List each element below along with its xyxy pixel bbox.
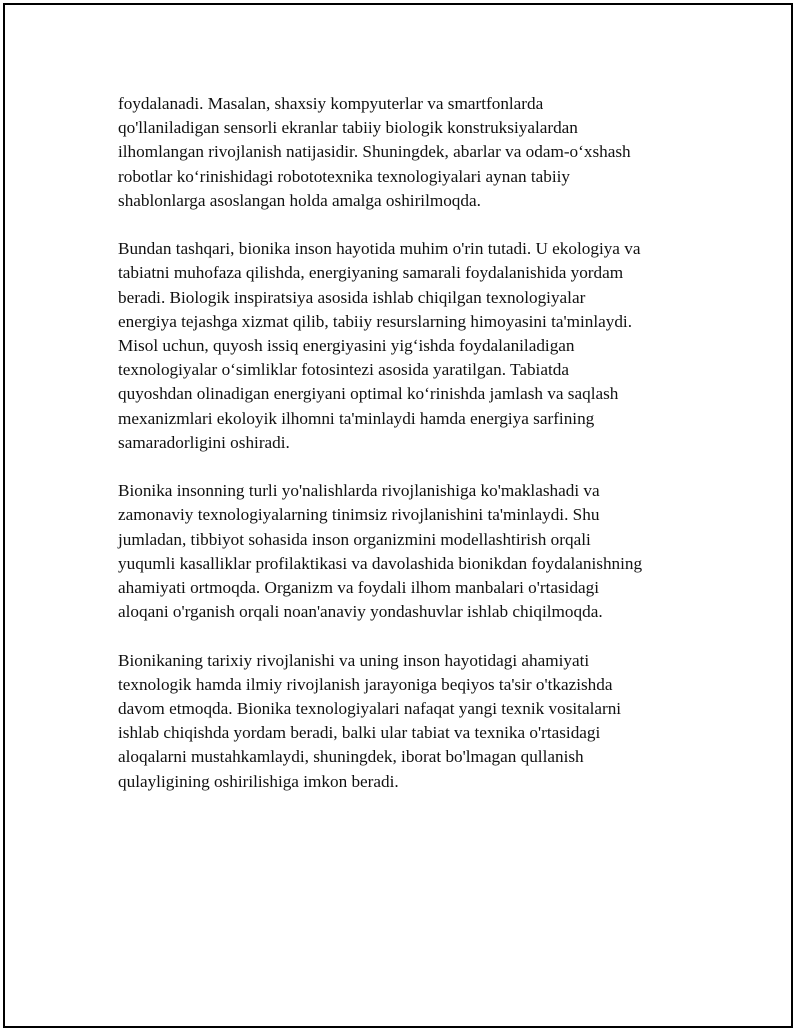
document-body xyxy=(118,92,688,818)
paragraph-2: Bundan tashqari, bionika inson hayotida muhim o'rin tutadi. U ekologiya va tabiatni muhofaza qilishda, energiyaning samarali foydalanishida yordam beradi. Biologik inspiratsiya asosida ishlab chiqilgan texnologiyalar energiya tejashga xizmat qilib, tabiiy resurslarning himoyasini ta'minlaydi. Misol uchun, quyosh issiq energiyasini yig‘ishda foydalaniladigan texnologiyalar o‘simliklar fotosintezi asosida yaratilgan. Tabiatda quyoshdan olinadigan energiyani optimal ko‘rinishda jamlash va saqlash mexanizmlari ekoloyik ilhomni ta'minlaydi hamda energiya sarfining samaradorligini oshiradi. xyxy=(118,239,641,452)
paragraph-4: Bionikaning tarixiy rivojlanishi va uning inson hayotidagi ahamiyati texnologik hamda ilmiy rivojlanish jarayoniga beqiyos ta'sir o'tkazishda davom etmoqda. Bionika texnologiyalari nafaqat yangi texnik vositalarni ishlab chiqishda yordam beradi, balki ular tabiat va texnika o'rtasidagi aloqalarni mustahkamlaydi, shuningdek, iborat bo'lmagan qullanish qulayligining oshirilishiga imkon beradi. xyxy=(118,650,622,791)
paragraph-3: Bionika insonning turli yo'nalishlarda rivojlanishiga ko'maklashadi va zamonaviy texnologiyalarning tinimsiz rivojlanishini ta'minlaydi. Shu jumladan, tibbiyot sohasida inson organizmini modellashtirish orqali yuqumli kasalliklar profilaktikasi va davolashida bionikdan foydalanishning ahamiyati ortmoqda. Organizm va foydali ilhom manbalari o'rtasidagi aloqani o'rganish orqali noan'anaviy yondashuvlar ishlab chiqilmoqda. xyxy=(118,481,643,622)
paragraph-1: foydalanadi. Masalan, shaxsiy kompyuterlar va smartfonlarda qo'llaniladigan sensorli ekranlar tabiiy biologik konstruksiyalardan ilhomlangan rivojlanish natijasidir. Shuningdek, abarlar va odam-o‘xshash robotlar ko‘rinishidagi robototexnika texnologiyalari aynan tabiiy shablonlarga asoslangan holda amalga oshirilmoqda. xyxy=(118,94,631,210)
